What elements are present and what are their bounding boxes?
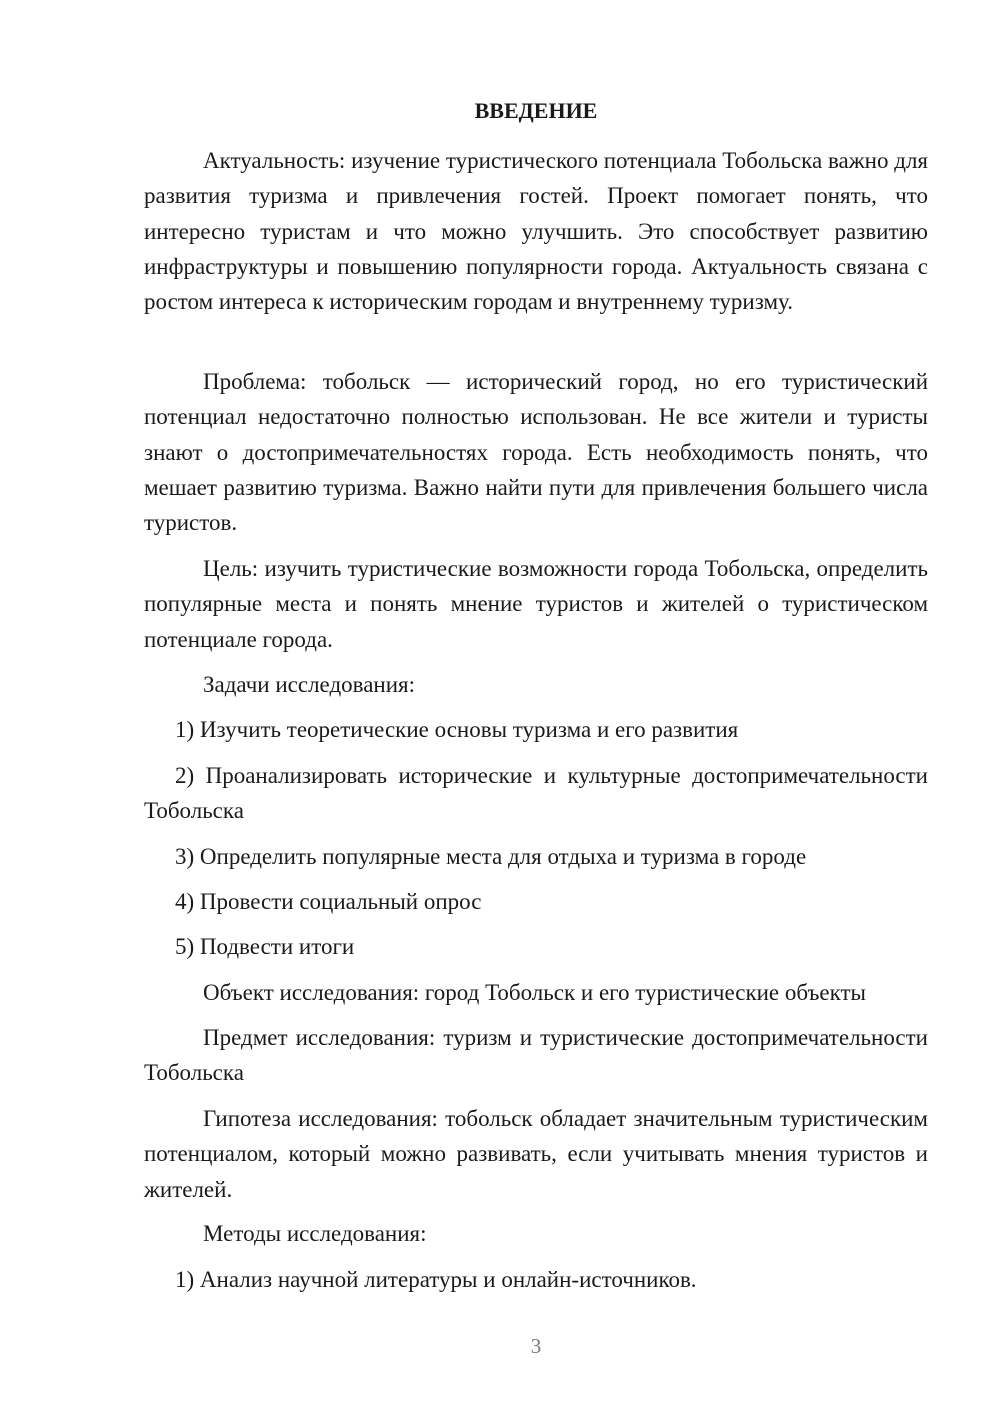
object-paragraph: Объект исследования: город Тобольск и его туристические объекты — [203, 980, 867, 1005]
document-page — [144, 0, 928, 1414]
relevance-paragraph: Актуальность: изучение туристического потенциала Тобольска важно для развития туризма и привлечения гостей. Проект помогает понять, что интересно туристам и что можно улучшить. Это способствует развитию инфраструктуры и повышению популярности города. Актуальность связана с ростом интереса к историческим городам и внутреннему туризму. — [144, 148, 928, 315]
goal-paragraph: Цель: изучить туристические возможности города Тобольска, определить популярные места и понять мнение туристов и жителей о туристическом потенциале города. — [144, 556, 928, 652]
hypothesis-paragraph: Гипотеза исследования: тобольск обладает значительным туристическим потенциалом, который можно развивать, если учитывать мнения туристов и жителей. — [144, 1106, 928, 1202]
task-item-5: 5) Подвести итоги — [175, 934, 355, 959]
tasks-heading: Задачи исследования: — [203, 672, 416, 697]
method-item-1: 1) Анализ научной литературы и онлайн-источников. — [175, 1267, 697, 1292]
section-title: ВВЕДЕНИЕ — [474, 98, 598, 123]
task-item-2: 2) Проанализировать исторические и культурные достопримечательности Тобольска — [144, 763, 928, 824]
task-item-1: 1) Изучить теоретические основы туризма и его развития — [175, 717, 739, 742]
problem-paragraph: Проблема: тобольск — исторический город, но его туристический потенциал недостаточно полностью использован. Не все жители и туристы знают о достопримечательностях города. Есть необходимость понять, что мешает развитию туризма. Важно найти пути для привлечения большего числа туристов. — [144, 369, 928, 536]
subject-paragraph: Предмет исследования: туризм и туристические достопримечательности Тобольска — [144, 1025, 928, 1086]
page-number: 3 — [530, 1334, 542, 1358]
methods-heading: Методы исследования: — [203, 1221, 427, 1246]
task-item-4: 4) Провести социальный опрос — [175, 889, 482, 914]
task-item-3: 3) Определить популярные места для отдыха и туризма в городе — [175, 844, 807, 869]
